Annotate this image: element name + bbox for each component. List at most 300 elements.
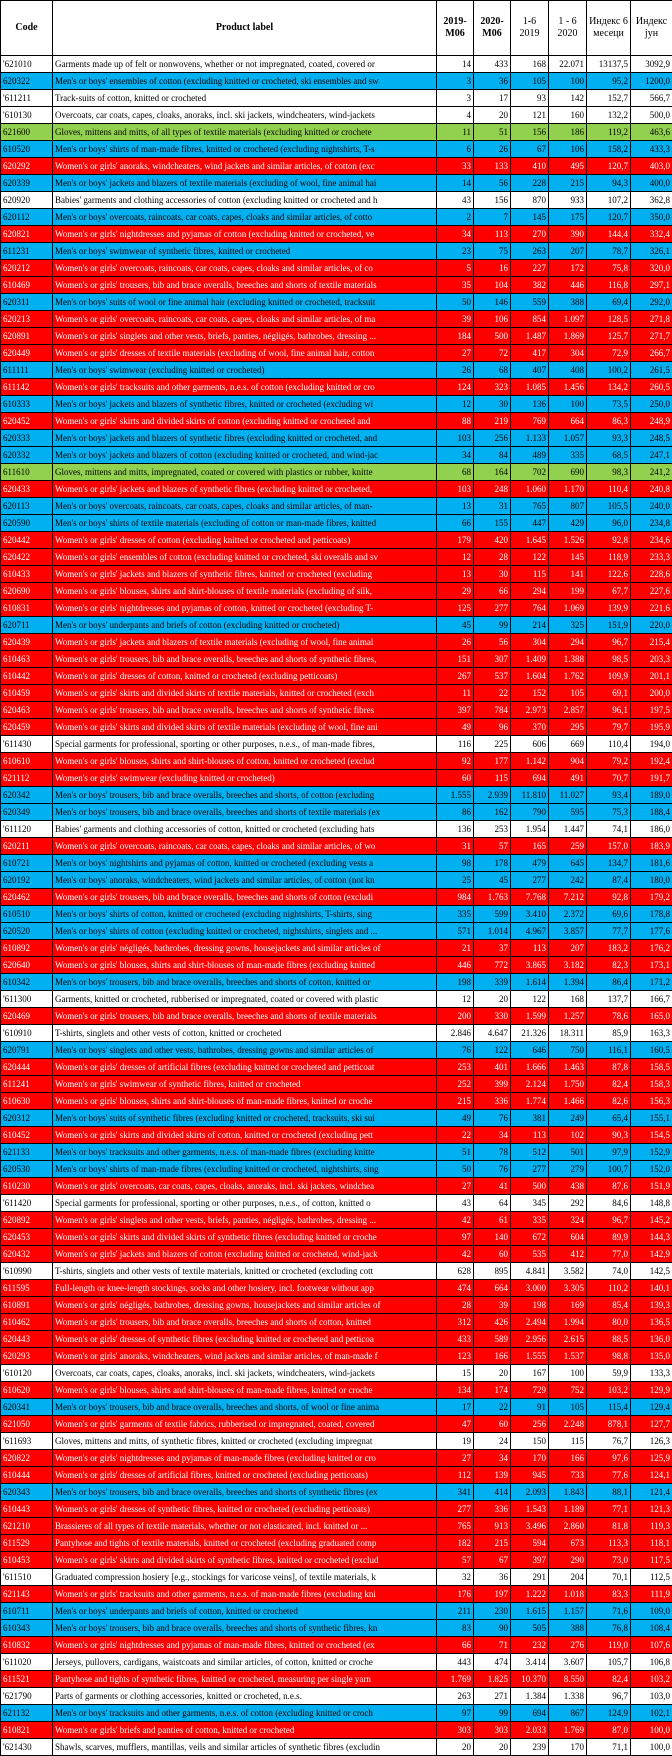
code-cell: '610910 xyxy=(1,1025,53,1042)
value-2019-m06-cell: 2 xyxy=(437,209,474,226)
index-june-cell: 160,5 xyxy=(631,1042,672,1059)
product-label-cell: Women's or girls' trousers, bib and brace overalls, breeches and shorts of textile materials xyxy=(53,1008,437,1025)
value-2020-m06-cell: 589 xyxy=(474,1331,511,1348)
index-june-cell: 179,2 xyxy=(631,889,672,906)
value-1-6-2020-cell: 276 xyxy=(549,1637,587,1654)
value-2019-m06-cell: 47 xyxy=(437,1416,474,1433)
value-1-6-2020-cell: 1.762 xyxy=(549,668,587,685)
value-2020-m06-cell: 339 xyxy=(474,974,511,991)
code-cell: '611420 xyxy=(1,1195,53,1212)
table-row xyxy=(1,158,672,175)
value-1-6-2019-cell: 397 xyxy=(511,1552,549,1569)
product-label-cell: Women's or girls' dresses of cotton, knitted or crocheted (excluding petticoats) xyxy=(53,668,437,685)
value-2019-m06-cell: 628 xyxy=(437,1263,474,1280)
table-row xyxy=(1,1501,672,1518)
index-6-months-cell: 77,1 xyxy=(587,1501,631,1518)
value-2020-m06-cell: 17 xyxy=(474,90,511,107)
value-1-6-2019-cell: 646 xyxy=(511,1042,549,1059)
index-6-months-cell: 76,8 xyxy=(587,1620,631,1637)
value-1-6-2019-cell: 1.555 xyxy=(511,1348,549,1365)
product-label-cell: Women's or girls' blouses, shirts and shirt-blouses of man-made fibres, knitted or croche xyxy=(53,1382,437,1399)
product-label-cell: Babies' garments and clothing accessories of cotton (excluding knitted or crocheted and h xyxy=(53,192,437,209)
product-label-cell: Parts of garments or clothing accessories, knitted or crocheted, n.e.s. xyxy=(53,1688,437,1705)
value-2019-m06-cell: 42 xyxy=(437,1246,474,1263)
table-row xyxy=(1,1195,672,1212)
index-6-months-cell: 107,2 xyxy=(587,192,631,209)
value-2020-m06-cell: 20 xyxy=(474,1365,511,1382)
value-1-6-2020-cell: 115 xyxy=(549,1433,587,1450)
value-1-6-2020-cell: 22.071 xyxy=(549,56,587,73)
table-row xyxy=(1,328,672,345)
index-june-cell: 163,3 xyxy=(631,1025,672,1042)
product-label-cell: Jerseys, pullovers, cardigans, waistcoats and similar articles, of cotton, knitted or croche xyxy=(53,1654,437,1671)
value-2019-m06-cell: 28 xyxy=(437,1297,474,1314)
value-2019-m06-cell: 68 xyxy=(437,464,474,481)
code-cell: '610990 xyxy=(1,1263,53,1280)
index-6-months-cell: 87,4 xyxy=(587,872,631,889)
index-6-months-cell: 96,7 xyxy=(587,1212,631,1229)
index-june-cell: 133,3 xyxy=(631,1365,672,1382)
value-2019-m06-cell: 66 xyxy=(437,515,474,532)
code-cell: 621133 xyxy=(1,1144,53,1161)
value-2020-m06-cell: 28 xyxy=(474,549,511,566)
index-june-cell: 221,6 xyxy=(631,600,672,617)
code-cell: 620891 xyxy=(1,328,53,345)
value-1-6-2019-cell: 105 xyxy=(511,73,549,90)
value-2020-m06-cell: 26 xyxy=(474,141,511,158)
index-6-months-cell: 92,8 xyxy=(587,889,631,906)
value-1-6-2019-cell: 170 xyxy=(511,1450,549,1467)
value-2019-m06-cell: 60 xyxy=(437,770,474,787)
code-cell: 620343 xyxy=(1,1484,53,1501)
code-cell: 610620 xyxy=(1,1382,53,1399)
code-cell: 610443 xyxy=(1,1501,53,1518)
index-6-months-cell: 110,2 xyxy=(587,1280,631,1297)
code-cell: '611300 xyxy=(1,991,53,1008)
value-1-6-2020-cell: 2.857 xyxy=(549,702,587,719)
product-label-cell: Men's or boys' overcoats, raincoats, car coats, capes, cloaks and similar articles, of cotto xyxy=(53,209,437,226)
product-label-cell: Garments, knitted or crocheted, rubberised or impregnated, coated or covered with plastic xyxy=(53,991,437,1008)
value-1-6-2019-cell: 304 xyxy=(511,634,549,651)
value-2020-m06-cell: 323 xyxy=(474,379,511,396)
index-6-months-cell: 67,7 xyxy=(587,583,631,600)
index-june-cell: 119,3 xyxy=(631,1518,672,1535)
index-6-months-cell: 85,9 xyxy=(587,1025,631,1042)
table-row xyxy=(1,498,672,515)
index-june-cell: 100,0 xyxy=(631,1739,672,1756)
value-1-6-2020-cell: 172 xyxy=(549,260,587,277)
table-row xyxy=(1,192,672,209)
value-1-6-2020-cell: 1.069 xyxy=(549,600,587,617)
table-row xyxy=(1,1263,672,1280)
product-label-cell: Overcoats, car coats, capes, cloaks, anoraks, incl. ski jackets, windcheaters, wind-jackets xyxy=(53,1365,437,1382)
index-june-cell: 139,3 xyxy=(631,1297,672,1314)
value-1-6-2020-cell: 335 xyxy=(549,447,587,464)
value-2019-m06-cell: 32 xyxy=(437,1569,474,1586)
value-2019-m06-cell: 123 xyxy=(437,1348,474,1365)
product-label-cell: Women's or girls' overcoats, car coats, capes, cloaks, anoraks, incl. ski jackets, windchea xyxy=(53,1178,437,1195)
value-1-6-2019-cell: 702 xyxy=(511,464,549,481)
index-6-months-cell: 13137,5 xyxy=(587,56,631,73)
code-cell: 620341 xyxy=(1,1399,53,1416)
value-1-6-2019-cell: 382 xyxy=(511,277,549,294)
value-2019-m06-cell: 176 xyxy=(437,1586,474,1603)
index-june-cell: 148,8 xyxy=(631,1195,672,1212)
value-1-6-2019-cell: 1.384 xyxy=(511,1688,549,1705)
code-cell: 620452 xyxy=(1,413,53,430)
code-cell: 610630 xyxy=(1,1093,53,1110)
value-2019-m06-cell: 97 xyxy=(437,1705,474,1722)
product-label-cell: Women's or girls' skirts and divided skirts of synthetic fibres, knitted or crocheted (exclud xyxy=(53,1552,437,1569)
table-row xyxy=(1,1654,672,1671)
value-1-6-2019-cell: 512 xyxy=(511,1144,549,1161)
value-1-6-2019-cell: 21.326 xyxy=(511,1025,549,1042)
value-2019-m06-cell: 103 xyxy=(437,481,474,498)
index-6-months-cell: 100,2 xyxy=(587,362,631,379)
value-2020-m06-cell: 7 xyxy=(474,209,511,226)
value-1-6-2020-cell: 106 xyxy=(549,141,587,158)
index-6-months-cell: 82,4 xyxy=(587,1671,631,1688)
product-label-cell: Shawls, scarves, mufflers, mantillas, veils and similar articles of synthetic fibres (excludin xyxy=(53,1739,437,1756)
code-cell: 620444 xyxy=(1,1059,53,1076)
value-2020-m06-cell: 60 xyxy=(474,1416,511,1433)
table-row xyxy=(1,991,672,1008)
value-2020-m06-cell: 156 xyxy=(474,192,511,209)
code-cell: 610469 xyxy=(1,277,53,294)
table-row xyxy=(1,549,672,566)
product-label-cell: Women's or girls' briefs and panties of cotton, knitted or crocheted xyxy=(53,1722,437,1739)
value-2019-m06-cell: 182 xyxy=(437,1535,474,1552)
product-label-cell: Men's or boys' underpants and briefs of cotton (excluding knitted or crocheted) xyxy=(53,617,437,634)
value-1-6-2020-cell: 491 xyxy=(549,770,587,787)
product-label-cell: Men's or boys' trousers, bib and brace overalls, breeches and shorts of synthetic fibres (ex xyxy=(53,1484,437,1501)
index-june-cell: 129,9 xyxy=(631,1382,672,1399)
value-2019-m06-cell: 19 xyxy=(437,1433,474,1450)
value-1-6-2019-cell: 277 xyxy=(511,1161,549,1178)
value-1-6-2019-cell: 168 xyxy=(511,56,549,73)
table-row xyxy=(1,243,672,260)
index-june-cell: 326,1 xyxy=(631,243,672,260)
index-june-cell: 247,1 xyxy=(631,447,672,464)
product-label-cell: Men's or boys' ensembles of cotton (excluding knitted or crocheted, ski ensembles and sw xyxy=(53,73,437,90)
index-6-months-cell: 76,7 xyxy=(587,1433,631,1450)
code-cell: 621132 xyxy=(1,1705,53,1722)
table-row xyxy=(1,634,672,651)
table-row xyxy=(1,1569,672,1586)
product-label-cell: Women's or girls' nightdresses and pyjamas of man-made fibres, knitted or crocheted (ex xyxy=(53,1637,437,1654)
code-cell: 620422 xyxy=(1,549,53,566)
value-1-6-2019-cell: 1.614 xyxy=(511,974,549,991)
value-1-6-2019-cell: 729 xyxy=(511,1382,549,1399)
value-1-6-2020-cell: 3.857 xyxy=(549,923,587,940)
value-1-6-2020-cell: 669 xyxy=(549,736,587,753)
value-1-6-2019-cell: 113 xyxy=(511,940,549,957)
index-june-cell: 271,8 xyxy=(631,311,672,328)
index-6-months-cell: 116,1 xyxy=(587,1042,631,1059)
value-1-6-2019-cell: 294 xyxy=(511,583,549,600)
value-1-6-2019-cell: 2.494 xyxy=(511,1314,549,1331)
value-1-6-2019-cell: 67 xyxy=(511,141,549,158)
value-2019-m06-cell: 1.769 xyxy=(437,1671,474,1688)
table-row xyxy=(1,1178,672,1195)
value-1-6-2019-cell: 370 xyxy=(511,719,549,736)
index-june-cell: 127,7 xyxy=(631,1416,672,1433)
product-label-cell: T-shirts, singlets and other vests of cotton, knitted or crocheted xyxy=(53,1025,437,1042)
index-6-months-cell: 70,7 xyxy=(587,770,631,787)
table-row xyxy=(1,940,672,957)
header-1-6-2020: 1 - 6 2020 xyxy=(549,1,587,56)
product-label-cell: Women's or girls' singlets and other vests, briefs, panties, négligés, bathrobes, dressing ... xyxy=(53,328,437,345)
index-6-months-cell: 116,8 xyxy=(587,277,631,294)
value-1-6-2020-cell: 18.311 xyxy=(549,1025,587,1042)
product-label-cell: Men's or boys' trousers, bib and brace overalls, breeches and shorts of textile materials (ex xyxy=(53,804,437,821)
index-june-cell: 240,0 xyxy=(631,498,672,515)
value-1-6-2020-cell: 429 xyxy=(549,515,587,532)
code-cell: 620342 xyxy=(1,787,53,804)
value-2020-m06-cell: 56 xyxy=(474,634,511,651)
index-june-cell: 500,0 xyxy=(631,107,672,124)
table-row xyxy=(1,1025,672,1042)
index-june-cell: 152,9 xyxy=(631,1144,672,1161)
table-row xyxy=(1,1637,672,1654)
code-cell: 611231 xyxy=(1,243,53,260)
index-june-cell: 121,3 xyxy=(631,1501,672,1518)
code-cell: 621112 xyxy=(1,770,53,787)
value-1-6-2020-cell: 438 xyxy=(549,1178,587,1195)
code-cell: '611430 xyxy=(1,736,53,753)
value-2020-m06-cell: 64 xyxy=(474,1195,511,1212)
value-1-6-2019-cell: 122 xyxy=(511,991,549,1008)
value-2020-m06-cell: 4.647 xyxy=(474,1025,511,1042)
value-1-6-2019-cell: 91 xyxy=(511,1399,549,1416)
table-row xyxy=(1,651,672,668)
value-2019-m06-cell: 446 xyxy=(437,957,474,974)
table-row xyxy=(1,379,672,396)
table-row xyxy=(1,1620,672,1637)
value-1-6-2019-cell: 3.865 xyxy=(511,957,549,974)
value-1-6-2019-cell: 1.060 xyxy=(511,481,549,498)
value-1-6-2020-cell: 1.394 xyxy=(549,974,587,991)
value-2019-m06-cell: 200 xyxy=(437,1008,474,1025)
index-june-cell: 1200,0 xyxy=(631,73,672,90)
value-2019-m06-cell: 20 xyxy=(437,1739,474,1756)
value-1-6-2020-cell: 207 xyxy=(549,940,587,957)
index-june-cell: 260,5 xyxy=(631,379,672,396)
value-2019-m06-cell: 45 xyxy=(437,617,474,634)
code-cell: 620292 xyxy=(1,158,53,175)
code-cell: 610832 xyxy=(1,1637,53,1654)
product-label-cell: Women's or girls' trousers, bib and brace overalls, breeches and shorts of synthetic fibres xyxy=(53,702,437,719)
index-june-cell: 191,7 xyxy=(631,770,672,787)
value-2020-m06-cell: 61 xyxy=(474,1212,511,1229)
product-label-cell: Men's or boys' trousers, bib and brace overalls, breeches and shorts, of cotton (excluding xyxy=(53,787,437,804)
header-1-6-2019: 1-6 2019 xyxy=(511,1,549,56)
value-2019-m06-cell: 277 xyxy=(437,1501,474,1518)
index-june-cell: 400,0 xyxy=(631,175,672,192)
value-1-6-2020-cell: 3.305 xyxy=(549,1280,587,1297)
value-1-6-2019-cell: 2.033 xyxy=(511,1722,549,1739)
index-june-cell: 297,1 xyxy=(631,277,672,294)
value-2020-m06-cell: 37 xyxy=(474,940,511,957)
value-2020-m06-cell: 303 xyxy=(474,1722,511,1739)
index-june-cell: 117,5 xyxy=(631,1552,672,1569)
value-1-6-2019-cell: 854 xyxy=(511,311,549,328)
product-label-cell: Women's or girls' trousers, bib and brace overalls, breeches and shorts of textile materials xyxy=(53,277,437,294)
product-label-cell: Men's or boys' jackets and blazers of synthetic fibres, knitted or crocheted (excluding wi xyxy=(53,396,437,413)
value-1-6-2020-cell: 807 xyxy=(549,498,587,515)
value-1-6-2020-cell: 324 xyxy=(549,1212,587,1229)
table-row xyxy=(1,1161,672,1178)
index-june-cell: 241,2 xyxy=(631,464,672,481)
index-june-cell: 233,3 xyxy=(631,549,672,566)
value-2020-m06-cell: 39 xyxy=(474,1297,511,1314)
value-2020-m06-cell: 474 xyxy=(474,1654,511,1671)
product-label-cell: Men's or boys' trousers, bib and brace overalls, breeches and shorts of synthetic fibres, kn xyxy=(53,1620,437,1637)
value-1-6-2020-cell: 141 xyxy=(549,566,587,583)
index-6-months-cell: 72,9 xyxy=(587,345,631,362)
table-row xyxy=(1,1348,672,1365)
table-row xyxy=(1,1042,672,1059)
index-june-cell: 250,0 xyxy=(631,396,672,413)
value-1-6-2020-cell: 388 xyxy=(549,1620,587,1637)
index-6-months-cell: 98,5 xyxy=(587,651,631,668)
table-row xyxy=(1,702,672,719)
code-cell: 610462 xyxy=(1,1314,53,1331)
code-cell: 620590 xyxy=(1,515,53,532)
code-cell: 621210 xyxy=(1,1518,53,1535)
value-2020-m06-cell: 71 xyxy=(474,1637,511,1654)
value-1-6-2020-cell: 242 xyxy=(549,872,587,889)
value-1-6-2019-cell: 1.085 xyxy=(511,379,549,396)
index-6-months-cell: 90,3 xyxy=(587,1127,631,1144)
table-row xyxy=(1,1433,672,1450)
index-6-months-cell: 157,0 xyxy=(587,838,631,855)
table-body xyxy=(1,56,672,1756)
code-cell: 620212 xyxy=(1,260,53,277)
value-2019-m06-cell: 443 xyxy=(437,1654,474,1671)
code-cell: 610230 xyxy=(1,1178,53,1195)
value-2020-m06-cell: 51 xyxy=(474,124,511,141)
value-1-6-2019-cell: 764 xyxy=(511,600,549,617)
table-row xyxy=(1,294,672,311)
value-2019-m06-cell: 97 xyxy=(437,1229,474,1246)
value-2020-m06-cell: 1.763 xyxy=(474,889,511,906)
code-cell: 611111 xyxy=(1,362,53,379)
product-label-cell: Women's or girls' trousers, bib and brace overalls, breeches and shorts of cotton, knitted xyxy=(53,1314,437,1331)
value-1-6-2019-cell: 115 xyxy=(511,566,549,583)
value-2020-m06-cell: 178 xyxy=(474,855,511,872)
code-cell: 611610 xyxy=(1,464,53,481)
value-1-6-2019-cell: 2.973 xyxy=(511,702,549,719)
index-june-cell: 183,9 xyxy=(631,838,672,855)
code-cell: 610333 xyxy=(1,396,53,413)
value-2019-m06-cell: 15 xyxy=(437,1365,474,1382)
value-2019-m06-cell: 43 xyxy=(437,1195,474,1212)
value-2020-m06-cell: 164 xyxy=(474,464,511,481)
code-cell: '621430 xyxy=(1,1739,53,1756)
product-label-cell: Men's or boys' tracksuits and other garments, n.e.s. of cotton (excluding knitted or croch xyxy=(53,1705,437,1722)
value-1-6-2020-cell: 1.537 xyxy=(549,1348,587,1365)
index-june-cell: 292,0 xyxy=(631,294,672,311)
code-cell: 620439 xyxy=(1,634,53,651)
table-row xyxy=(1,1535,672,1552)
value-2020-m06-cell: 420 xyxy=(474,532,511,549)
product-label-cell: Gloves, mittens and mitts, of synthetic fibres, knitted or crocheted (excluding impregnat xyxy=(53,1433,437,1450)
table-row xyxy=(1,141,672,158)
table-row xyxy=(1,464,672,481)
index-6-months-cell: 68,5 xyxy=(587,447,631,464)
index-6-months-cell: 120,7 xyxy=(587,158,631,175)
code-cell: 620432 xyxy=(1,1246,53,1263)
value-2019-m06-cell: 198 xyxy=(437,974,474,991)
code-cell: 620213 xyxy=(1,311,53,328)
table-row xyxy=(1,175,672,192)
value-2020-m06-cell: 104 xyxy=(474,277,511,294)
table-row xyxy=(1,566,672,583)
value-2019-m06-cell: 474 xyxy=(437,1280,474,1297)
index-6-months-cell: 59,9 xyxy=(587,1365,631,1382)
value-2019-m06-cell: 571 xyxy=(437,923,474,940)
value-2020-m06-cell: 22 xyxy=(474,685,511,702)
product-label-cell: Women's or girls' nightdresses and pyjamas of man-made fibres (excluding knitted or cro xyxy=(53,1450,437,1467)
product-label-cell: Women's or girls' tracksuits and other garments, n.e.s. of cotton (excluding knitted or cro xyxy=(53,379,437,396)
value-2020-m06-cell: 219 xyxy=(474,413,511,430)
value-1-6-2020-cell: 933 xyxy=(549,192,587,209)
index-june-cell: 181,6 xyxy=(631,855,672,872)
table-row xyxy=(1,1467,672,1484)
index-june-cell: 403,0 xyxy=(631,158,672,175)
table-row xyxy=(1,787,672,804)
value-2020-m06-cell: 90 xyxy=(474,1620,511,1637)
code-cell: 620449 xyxy=(1,345,53,362)
value-2020-m06-cell: 139 xyxy=(474,1467,511,1484)
code-cell: 620113 xyxy=(1,498,53,515)
index-june-cell: 176,2 xyxy=(631,940,672,957)
index-june-cell: 201,1 xyxy=(631,668,672,685)
value-1-6-2020-cell: 1.456 xyxy=(549,379,587,396)
index-june-cell: 189,0 xyxy=(631,787,672,804)
value-2020-m06-cell: 253 xyxy=(474,821,511,838)
value-1-6-2020-cell: 145 xyxy=(549,549,587,566)
table-row xyxy=(1,1246,672,1263)
value-2020-m06-cell: 277 xyxy=(474,600,511,617)
value-1-6-2019-cell: 167 xyxy=(511,1365,549,1382)
value-1-6-2019-cell: 3.414 xyxy=(511,1654,549,1671)
value-2020-m06-cell: 68 xyxy=(474,362,511,379)
value-1-6-2019-cell: 535 xyxy=(511,1246,549,1263)
product-label-cell: Men's or boys' suits of wool or fine animal hair (excluding knitted or crocheted, tracksuit xyxy=(53,294,437,311)
table-row xyxy=(1,821,672,838)
index-6-months-cell: 115,4 xyxy=(587,1399,631,1416)
value-1-6-2019-cell: 790 xyxy=(511,804,549,821)
value-2020-m06-cell: 177 xyxy=(474,753,511,770)
product-label-cell: Men's or boys' anoraks, windcheaters, wind jackets and similar articles, of cotton (not kn xyxy=(53,872,437,889)
index-6-months-cell: 878,1 xyxy=(587,1416,631,1433)
index-6-months-cell: 122,6 xyxy=(587,566,631,583)
value-2019-m06-cell: 25 xyxy=(437,872,474,889)
value-1-6-2020-cell: 215 xyxy=(549,175,587,192)
index-june-cell: 124,1 xyxy=(631,1467,672,1484)
value-1-6-2019-cell: 694 xyxy=(511,1705,549,1722)
product-label-cell: Women's or girls' blouses, shirts and shirt-blouses of cotton, knitted or crocheted (exclud xyxy=(53,753,437,770)
code-cell: 620920 xyxy=(1,192,53,209)
value-2020-m06-cell: 30 xyxy=(474,396,511,413)
index-6-months-cell: 74,1 xyxy=(587,821,631,838)
index-june-cell: 135,0 xyxy=(631,1348,672,1365)
index-june-cell: 433,3 xyxy=(631,141,672,158)
table-row xyxy=(1,1603,672,1620)
value-1-6-2020-cell: 1.769 xyxy=(549,1722,587,1739)
